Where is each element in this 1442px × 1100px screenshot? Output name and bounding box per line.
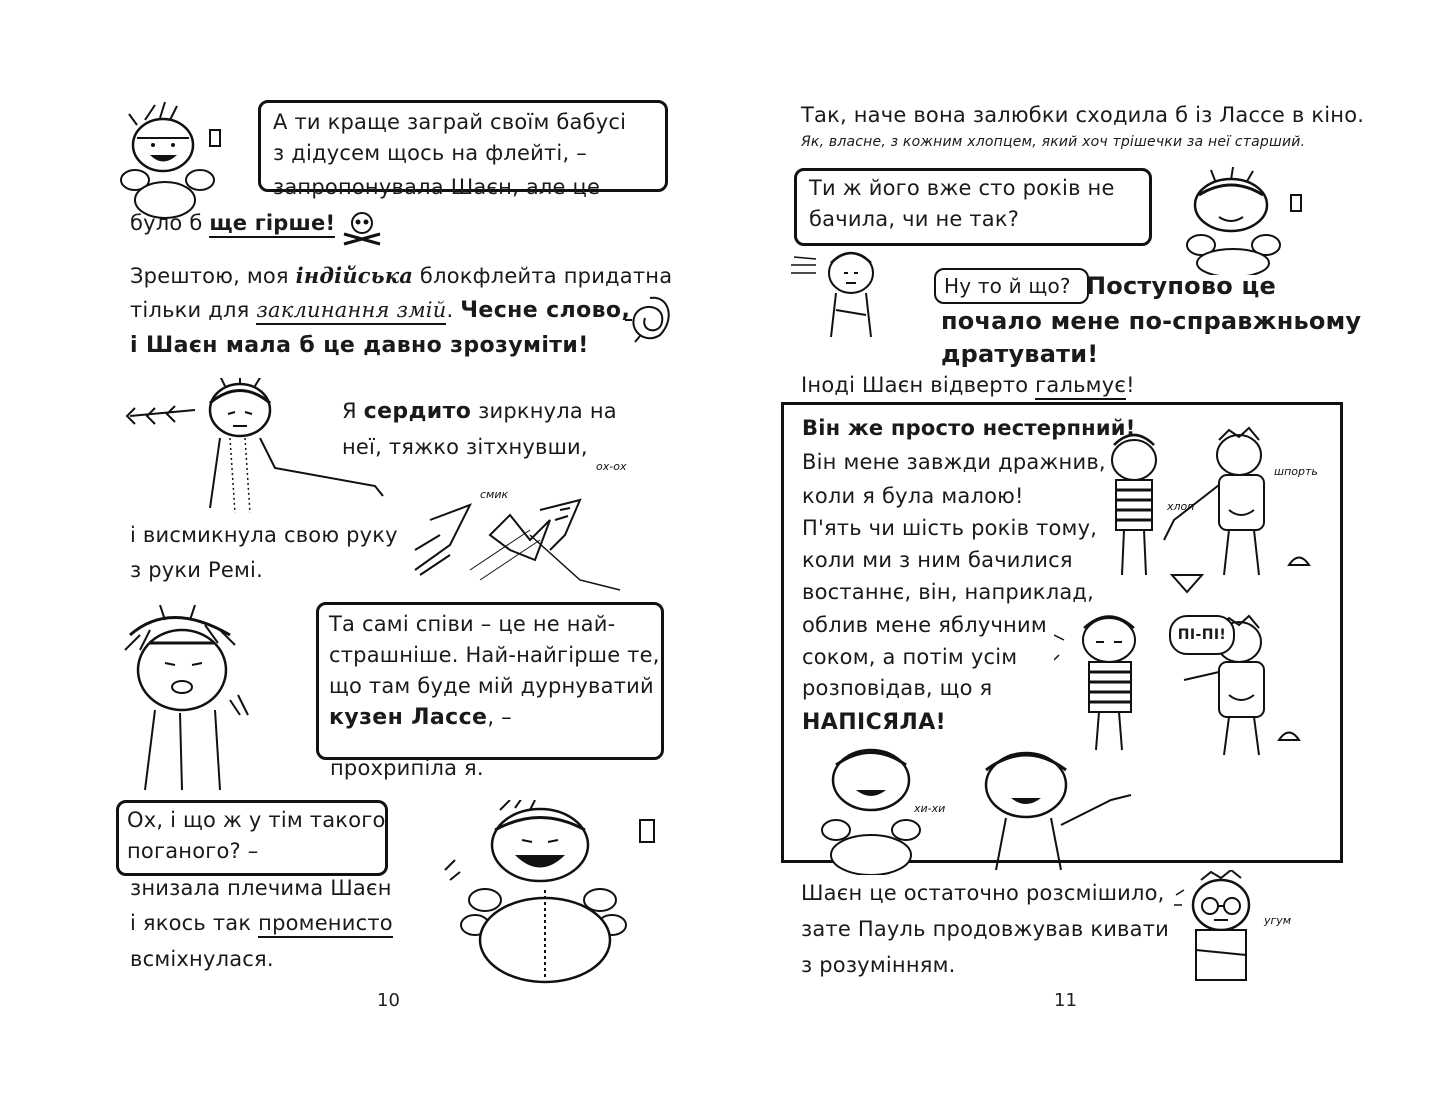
sfx-label: шпорть [1274, 465, 1318, 478]
bubble-line: з дідусем щось на флейті, – [273, 141, 587, 165]
panel-line: П'ять чи шість років тому, [802, 516, 1098, 540]
panel-line: коли я була малою! [802, 484, 1024, 508]
text-segment: тільки для [130, 298, 257, 322]
bubble-line: бачила, чи не так? [809, 207, 1020, 231]
bubble-line: поганого? – [127, 839, 259, 863]
speech-bubble-pipi [1169, 615, 1235, 655]
text-line: запропонувала Шаєн, але це [273, 175, 601, 199]
text-line: почало мене по-справжньому [941, 307, 1362, 335]
sfx-label: хи-хи [914, 802, 946, 815]
text-line: дратувати! [941, 340, 1099, 368]
text-line: знизала плечима Шаєн [130, 876, 392, 900]
panel-line: востаннє, він, наприклад, [802, 580, 1094, 604]
text-segment: блокфлейта придатна [413, 264, 673, 288]
skull-icon [340, 210, 384, 246]
bubble-line: А ти краще заграй своїм бабусі [273, 110, 627, 134]
panel-line: розповідав, що я [802, 676, 993, 700]
text-line: прохрипіла я. [330, 756, 484, 780]
bubble-line: що там буде мій дурнуватий [329, 674, 654, 698]
text-line: неї, тяжко зітхнувши, [342, 435, 588, 459]
bubble-line: ПІ-ПІ! [1177, 627, 1227, 643]
panel-line: соком, а потім усім [802, 645, 1018, 669]
panel-line: НАПІСЯЛА! [802, 710, 947, 735]
text-line: і Шаєн мала б це давно зрозуміти! [130, 333, 589, 358]
panel-line: Він же просто нестерпний! [802, 416, 1136, 440]
text-line: Шаєн це остаточно розсмішило, [801, 881, 1165, 905]
emphasis-text: сердито [363, 399, 472, 424]
kids-juice-illustration [1094, 425, 1324, 585]
sfx-label: хлоп [1167, 500, 1195, 513]
speech-bubble-whats-bad [116, 800, 388, 876]
text-line [130, 260, 672, 292]
arm-yank-illustration [410, 480, 640, 600]
text-segment: , – [487, 705, 512, 729]
text-line: зате Пауль продовжував кивати [801, 917, 1169, 941]
text-segment: було б [130, 211, 210, 235]
sfx-label: ох-ох [596, 460, 627, 473]
shayen-illustration-top [115, 100, 245, 220]
bubble-line [329, 702, 651, 733]
text-line-small: Як, власне, з кожним хлопцем, який хоч трішечки за неї старший. [801, 134, 1306, 150]
text-segment: Я [342, 399, 364, 423]
text-line [130, 295, 630, 326]
bubble-line: страшніше. Най-найгірше те, [329, 643, 660, 667]
text-line [801, 370, 1135, 401]
bubble-line: Ти ж його вже сто років не [809, 176, 1115, 200]
text-line [342, 396, 617, 427]
speech-bubble-hundred-years [794, 168, 1152, 246]
panel-line: облив мене яблучним [802, 613, 1047, 637]
bubble-line: Ну то й що? [944, 274, 1071, 298]
down-arrow-icon [1167, 570, 1207, 596]
text-line [130, 908, 393, 939]
emphasis-text: ще гірше! [209, 211, 335, 238]
shayen-laughing-illustration [440, 800, 670, 985]
emphasis-text: гальмує [1035, 373, 1126, 400]
text-line: Так, наче вона залюбки сходила б із Лассе в кіно. [801, 103, 1365, 127]
text-line: і висмикнула свою руку [130, 523, 398, 547]
right-page [721, 0, 1442, 1100]
sfx-label: угум [1264, 914, 1292, 927]
text-segment: зиркнула на [471, 399, 617, 423]
panel-line: Він мене завжди дражнив, [802, 450, 1106, 474]
text-line: Поступово це [1086, 272, 1276, 300]
paul-nodding-illustration [1166, 870, 1296, 985]
page-number: 10 [377, 990, 400, 1011]
sfx-label: смик [480, 488, 509, 501]
text-segment: Зрештою, моя [130, 264, 296, 288]
girl-crossed-arms-illustration [786, 245, 916, 340]
page-number: 11 [1054, 990, 1077, 1011]
text-segment: ! [1126, 373, 1135, 397]
girls-laughing-illustration [811, 740, 1141, 875]
emphasis-text: променисто [258, 911, 393, 938]
text-line: з руки Ремі. [130, 558, 263, 582]
panel-line: коли ми з ним бачилися [802, 548, 1073, 572]
shayen-illustration-right [1171, 165, 1331, 275]
text-segment: і якось так [130, 911, 259, 935]
emphasis-text: заклинання змій [256, 298, 446, 325]
text-line: всміхнулася. [130, 947, 274, 971]
text-segment: Іноді Шаєн відверто [801, 373, 1036, 397]
emphasis-text: індійська [295, 263, 414, 288]
text-line: з розумінням. [801, 953, 956, 977]
speech-bubble-cousin [316, 602, 664, 760]
bubble-line: Та самі співи – це не най- [329, 612, 616, 636]
cousin-name: кузен Лассе [329, 705, 488, 730]
scribble-icon [620, 290, 680, 350]
text-line [130, 208, 335, 239]
girl-worried-illustration [120, 605, 310, 795]
speech-bubble-so-what [934, 268, 1089, 304]
bubble-line: Ох, і що ж у тім такого [127, 808, 386, 832]
emphasis-text: Чесне слово, [460, 298, 631, 323]
text-segment: . [446, 298, 461, 322]
